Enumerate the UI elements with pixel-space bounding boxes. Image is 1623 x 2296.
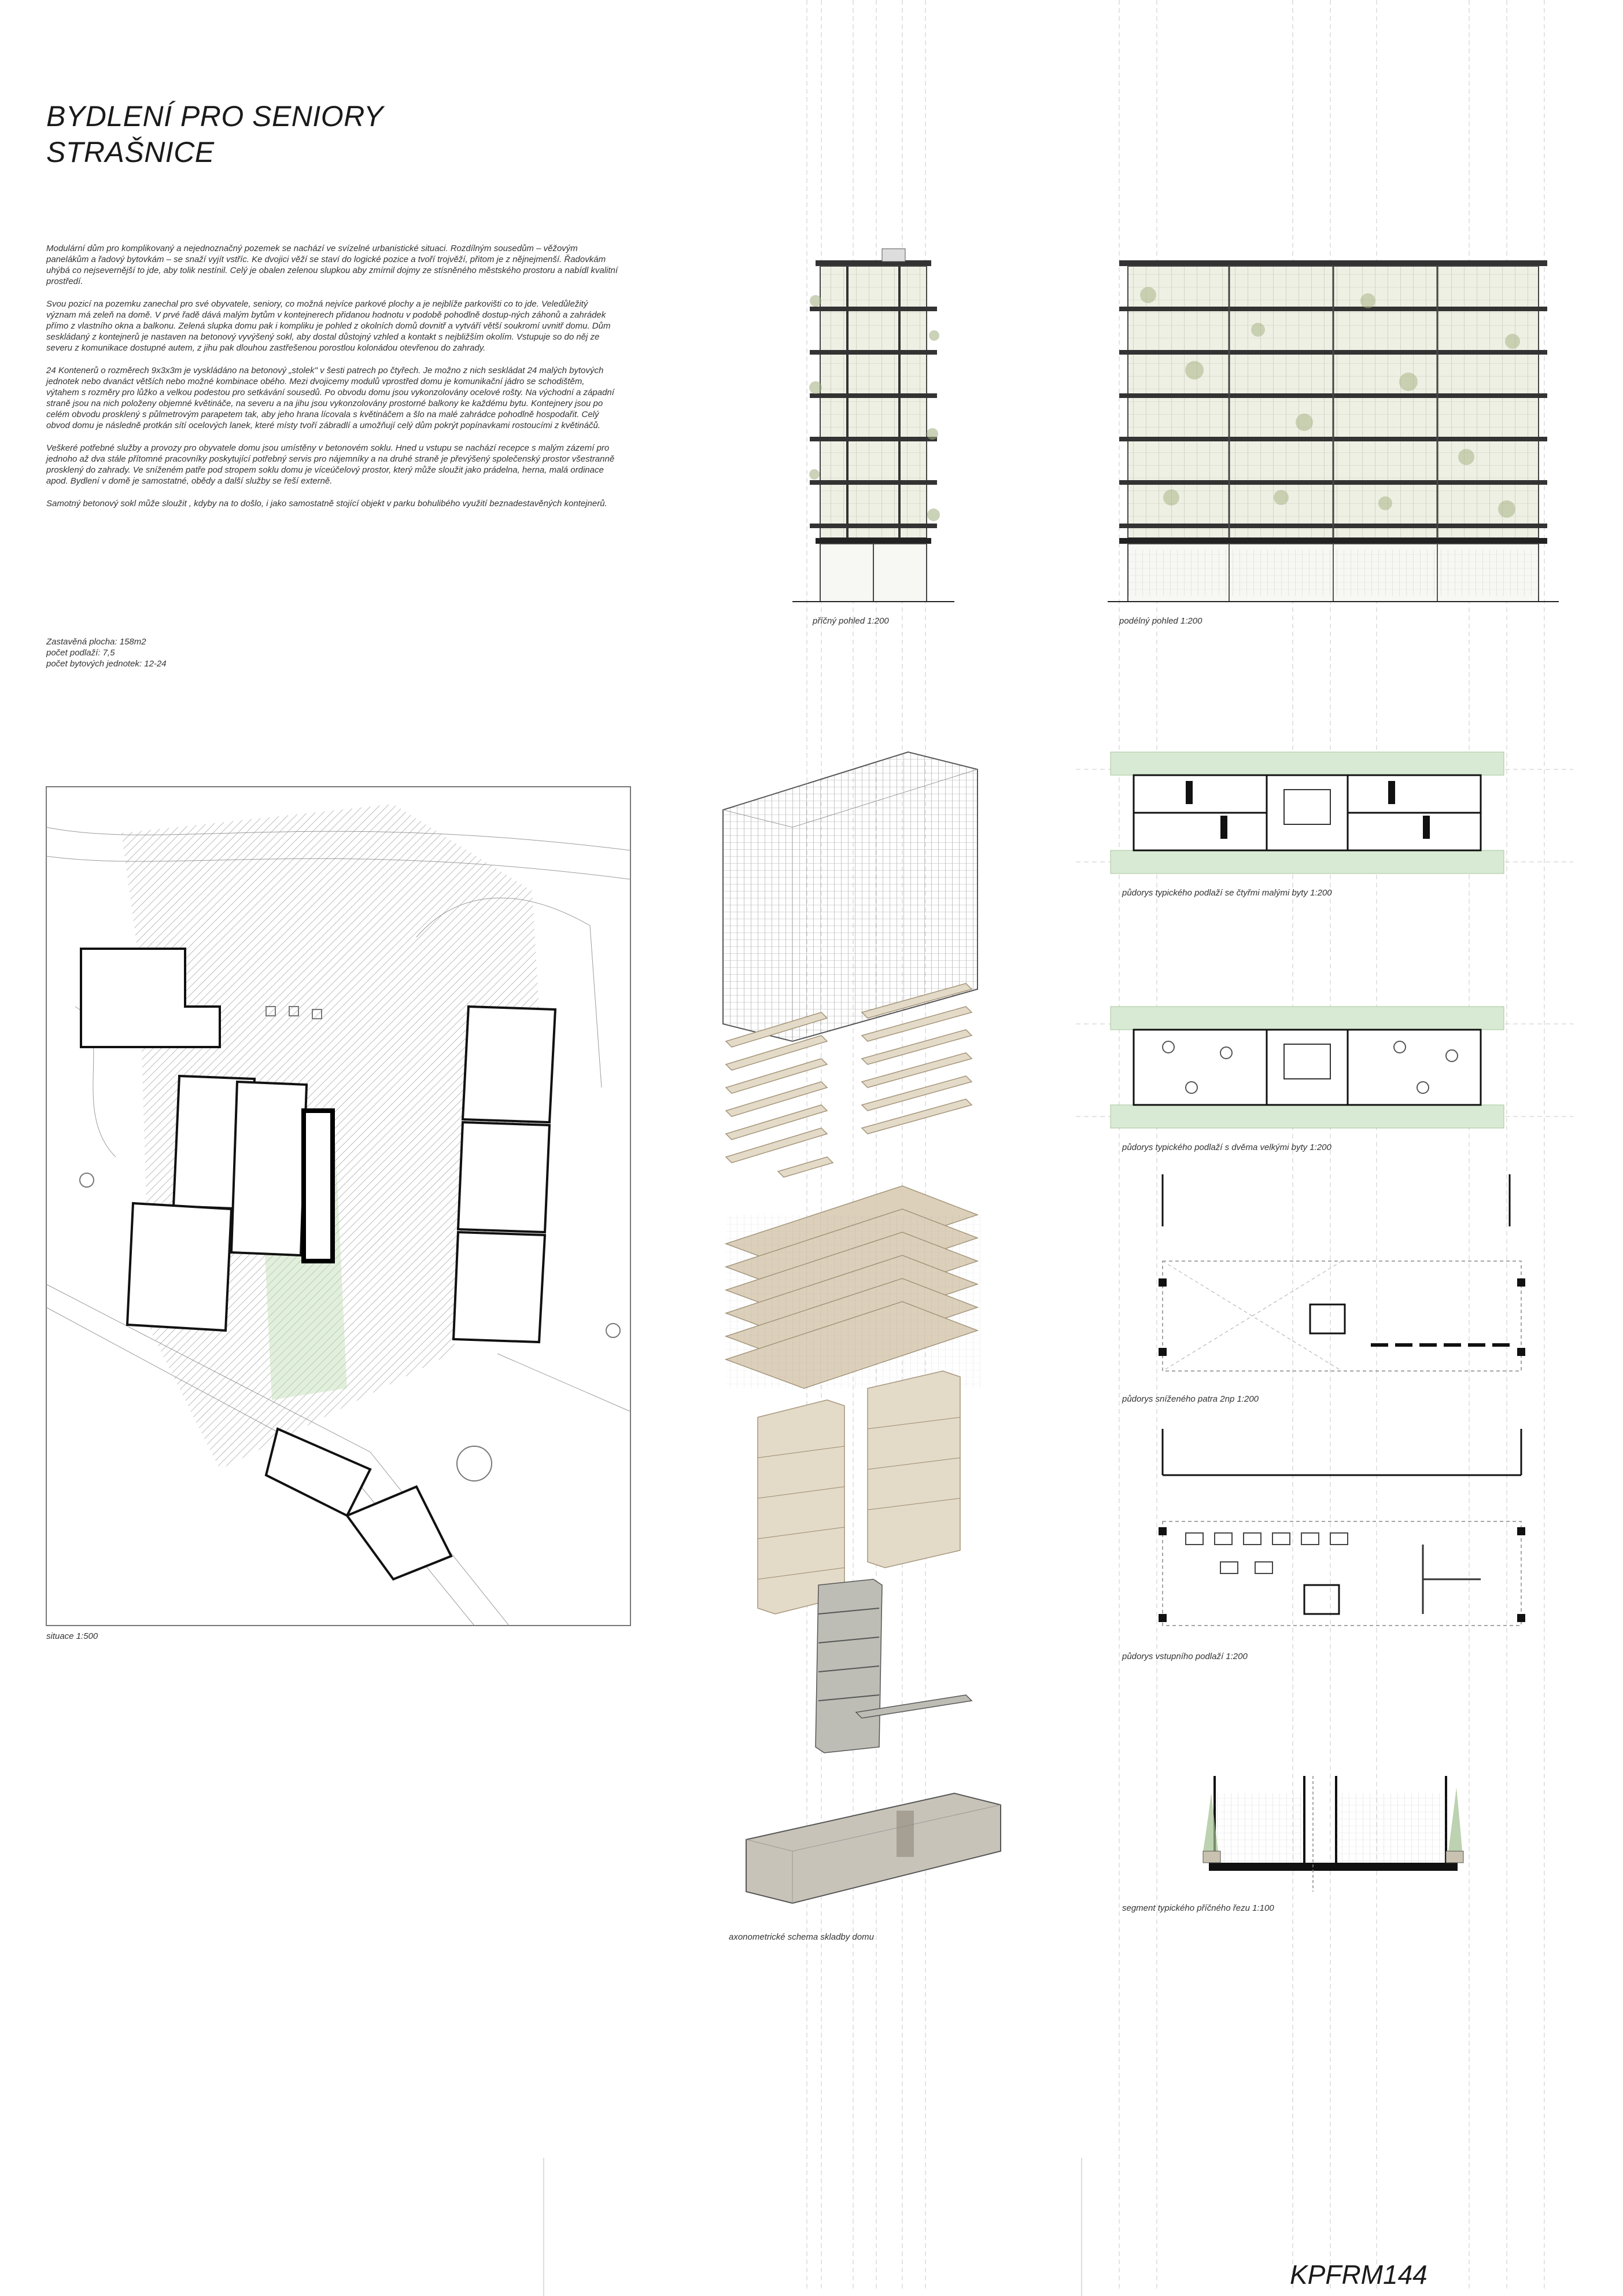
caption-section: segment typického příčného řezu 1:100: [1122, 1903, 1274, 1913]
caption-long-view: podélný pohled 1:200: [1119, 616, 1203, 626]
caption-axonometric: axonometrické schema skladby domu: [729, 1932, 874, 1942]
long-elevation-drawing: [1108, 249, 1559, 607]
description-paragraph: Samotný betonový sokl může sloužit , kdyby na to došlo, i jako samostatně stojící objekt v parku bohulibého využití beznadestavěných kontejnerů.: [46, 499, 607, 508]
caption-plan-entry: půdorys vstupního podlaží 1:200: [1122, 1652, 1248, 1661]
caption-plan-2np: půdorys sníženého patra 2np 1:200: [1122, 1394, 1259, 1404]
title-line-2: STRAŠNICE: [46, 136, 215, 168]
situation-plan: [46, 787, 630, 1626]
plan-entry: [1076, 1429, 1573, 1643]
project-code: KPFRM144: [1290, 2260, 1427, 2290]
caption-plan-two: půdorys typického podlaží s dvěma velkými byty 1:200: [1122, 1143, 1331, 1152]
plan-two-units: [1076, 1001, 1573, 1140]
caption-situation: situace 1:500: [46, 1631, 98, 1641]
plan-four-units: [1076, 746, 1573, 885]
plan-2np: [1076, 1174, 1573, 1388]
description-paragraph: Veškeré potřebné služby a provozy pro obyvatele domu jsou umístěny v betonovém soklu. Hned u vstupu se nachází recepce s malým zázemí pro jednoho až dva stále přítomné pracovníky poskytující potřebný servis pro nájemníky a na druhé straně je převýšený společenský prostor všestranně prosklený do zahrady. Ve sníženém patře pod stropem soklu domu je víceúčelový prostor, který může sloužit jako prádelna, herna, malá ordinace apod. Bydlení v domě je samostatné, obědy a další služby se řeší externě.: [46, 443, 615, 486]
description-paragraph: Svou pozicí na pozemku zanechal pro své obyvatele, seniory, co možná nejvíce parkové plochy a je nejblíže parkovišti co to jde. Veledůležitý význam má zeleň na domě. V prvé řadě dává malým bytům v kontejnerech přidanou hodnotu v podobě pohodlně dostup-ných záhonů a zahrádek přímo z vlastního okna a balkonu. Zelená slupka domu pak i kompliku je pohled z okolních domů dovnitř a vytváří větší soukromí uvnitř domu. Dům seskládaný z kontejnerů je nastaven na betonový vyvýšený sokl, aby dostal důstojný vzhled a kontakt s nejbližším okolím. Vstupuje so do něj ze severu z komunikace dostupné autem, z jihu pak dlouhou zastřešenou porostlou kolonádou otevřenou do zahrady.: [46, 299, 611, 353]
caption-cross-view: příčný pohled 1:200: [813, 616, 889, 626]
cross-elevation-drawing: [792, 249, 954, 607]
caption-plan-four: půdorys typického podlaží se čtyřmi malými byty 1:200: [1122, 888, 1332, 898]
axonometric-scheme: [723, 752, 1047, 1921]
title-line-1: BYDLENÍ PRO SENIORY: [46, 100, 383, 132]
stat-units: počet bytových jednotek: 12-24: [46, 659, 167, 669]
stat-area: Zastavěná plocha: 158m2: [46, 637, 146, 647]
stat-floors: počet podlaží: 7,5: [46, 648, 115, 658]
description-paragraph: Modulární dům pro komplikovaný a nejednoznačný pozemek se nachází ve svízelné urbanistické situaci. Rozdílným sousedům – věžovým panelákům a řadový bytovkám – se snaží vyjít vstříc. Ke dvojici věží se staví do logické pozice a tvoří trojvěží, přitom je z nějnejmenší. Řadovkám uhýbá co nejsevernější to jde, aby tolik nestínil. Celý je obalen zelenou slupkou aby zmírnil dojmy ze stísněného městského prostoru a nabídl kvalitní prostředí.: [46, 244, 618, 286]
section-segment: [1203, 1770, 1463, 1897]
description-paragraph: 24 Kontenerů o rozměrech 9x3x3m je vyskládáno na betonový „stolek" v šesti patrech po čtyřech. Je možno z nich seskládat 24 malých bytových jednotek nebo dvanáct větších nebo možné kombinace obého. Mezi dvojicemy modulů vprostřed domu je komunikační jádro se schodištěm, výtahem s rozměry pro lůžko a velkou podestou pro setkávání sousedů. Po obvodu domu jsou vykonzolovány ocelové rošty. Na východní a západní straně jsou na nich položeny objemné květináče, na severu a na jihu jsou vykonzolovány prostorné balkony ke každému bytu. Kontejnery jsou po celém obvodu prosklený s půlmetrovým parapetem tak, aby jeho hrana lícovala s květináčem a šlo na malé zahrádce pohodlně hospodařit. Celý obvod domu je následně protkán sítí ocelových lanek, které místy tvoří zábradlí a umožňují celý dům pokrýt popínavkami rostoucími z květináčů.: [46, 366, 614, 430]
